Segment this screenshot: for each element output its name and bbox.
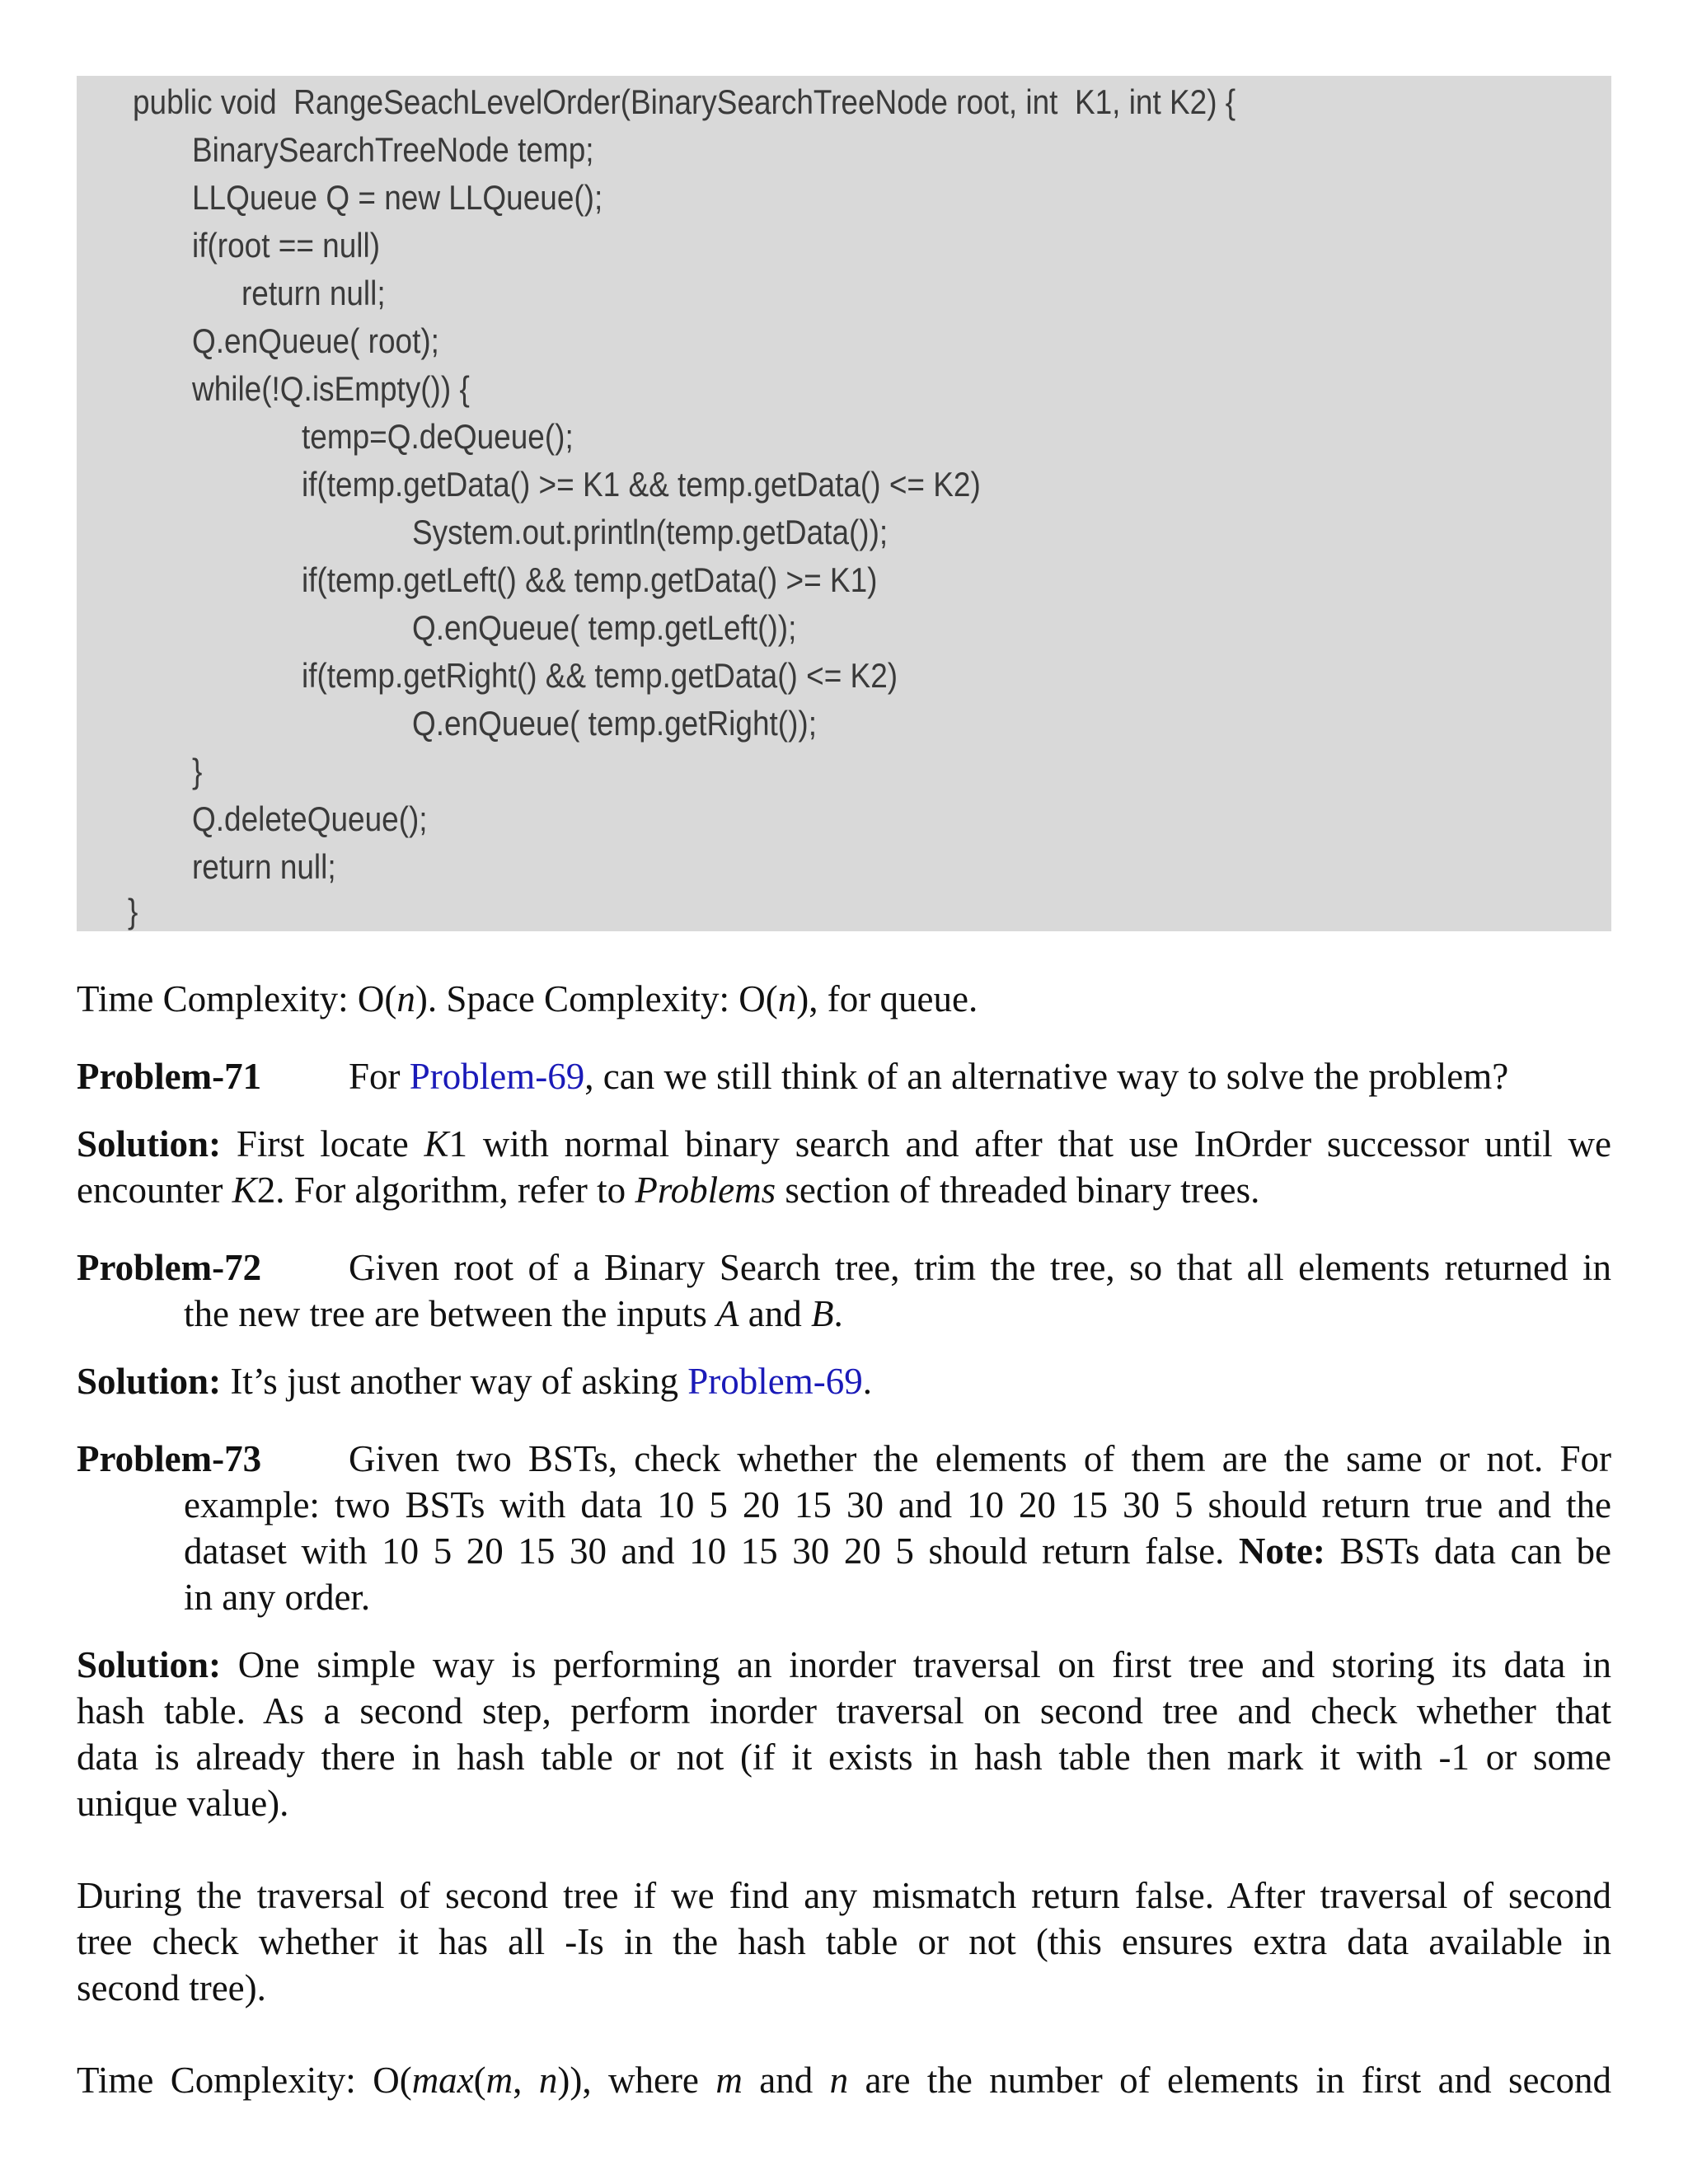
problem-text: example: two BSTs with data 10 5 20 15 30 and 10 20 15 30 5 should return true and the bbox=[184, 1484, 1611, 1526]
solution-line: unique value). bbox=[77, 1783, 289, 1824]
code-line: temp=Q.deQueue(); bbox=[302, 417, 574, 456]
code-block bbox=[77, 76, 1611, 931]
problem-label: Problem-71 bbox=[77, 1056, 262, 1097]
paragraph-line: tree check whether it has all -Is in the hash table or not (this ensures extra data available in bbox=[77, 1921, 1611, 1962]
complexity-statement: Time Complexity: O(n). Space Complexity: O(n), for queue. bbox=[77, 978, 978, 1019]
code-line: if(temp.getLeft() && temp.getData() >= K1) bbox=[302, 560, 878, 599]
code-line: BinarySearchTreeNode temp; bbox=[192, 130, 594, 169]
code-line: Q.enQueue( temp.getLeft()); bbox=[412, 608, 797, 647]
code-line: Q.enQueue( temp.getRight()); bbox=[412, 704, 817, 743]
solution-line: data is already there in hash table or not (if it exists in hash table then mark it with -1 or some bbox=[77, 1736, 1611, 1778]
code-line: while(!Q.isEmpty()) { bbox=[192, 369, 470, 408]
problem-text: dataset with 10 5 20 15 30 and 10 15 30 20 5 should return false. Note: BSTs data can be bbox=[184, 1530, 1611, 1572]
solution-line: Solution: One simple way is performing an inorder traversal on first tree and storing its data in bbox=[77, 1644, 1612, 1685]
code-line: Q.deleteQueue(); bbox=[192, 799, 428, 838]
problem-label: Problem-73 bbox=[77, 1438, 262, 1479]
code-line: public void RangeSeachLevelOrder(BinarySearchTreeNode root, int K1, int K2) { bbox=[133, 82, 1236, 121]
code-line: } bbox=[192, 752, 203, 790]
solution-line: hash table. As a second step, perform inorder traversal on second tree and check whether that bbox=[77, 1690, 1611, 1732]
paragraph-line: second tree). bbox=[77, 1967, 266, 2008]
problem-text: Given root of a Binary Search tree, trim the tree, so that all elements returned in bbox=[349, 1247, 1611, 1288]
code-line: } bbox=[128, 892, 138, 930]
code-line: System.out.println(temp.getData()); bbox=[412, 513, 889, 551]
code-line: if(root == null) bbox=[192, 226, 381, 265]
problem-text: in any order. bbox=[184, 1577, 371, 1618]
code-line: Q.enQueue( root); bbox=[192, 321, 439, 360]
problem-text: For Problem-69, can we still think of an alternative way to solve the problem? bbox=[349, 1056, 1509, 1097]
solution-line: encounter K2. For algorithm, refer to Problems section of threaded binary trees. bbox=[77, 1169, 1260, 1211]
code-line: if(temp.getRight() && temp.getData() <= K2) bbox=[302, 656, 898, 695]
code-line: LLQueue Q = new LLQueue(); bbox=[192, 178, 603, 217]
code-line: if(temp.getData() >= K1 && temp.getData() <= K2) bbox=[302, 465, 981, 504]
problem-link[interactable]: Problem-69 bbox=[687, 1361, 863, 1402]
problem-text: Given two BSTs, check whether the elements of them are the same or not. For bbox=[349, 1438, 1611, 1479]
complexity-statement: Time Complexity: O(max(m, n)), where m and n are the number of elements in first and second bbox=[77, 2060, 1611, 2101]
code-line: return null; bbox=[241, 274, 386, 312]
code-line: return null; bbox=[192, 847, 336, 886]
paragraph-line: During the traversal of second tree if we find any mismatch return false. After traversal of second bbox=[77, 1875, 1611, 1916]
problem-link[interactable]: Problem-69 bbox=[409, 1056, 585, 1097]
problem-label: Problem-72 bbox=[77, 1247, 262, 1288]
solution-line: Solution: First locate K1 with normal binary search and after that use InOrder successor until we bbox=[77, 1123, 1611, 1165]
solution-line: Solution: It’s just another way of asking Problem-69. bbox=[77, 1361, 872, 1402]
problem-text: the new tree are between the inputs A and B. bbox=[184, 1293, 843, 1334]
